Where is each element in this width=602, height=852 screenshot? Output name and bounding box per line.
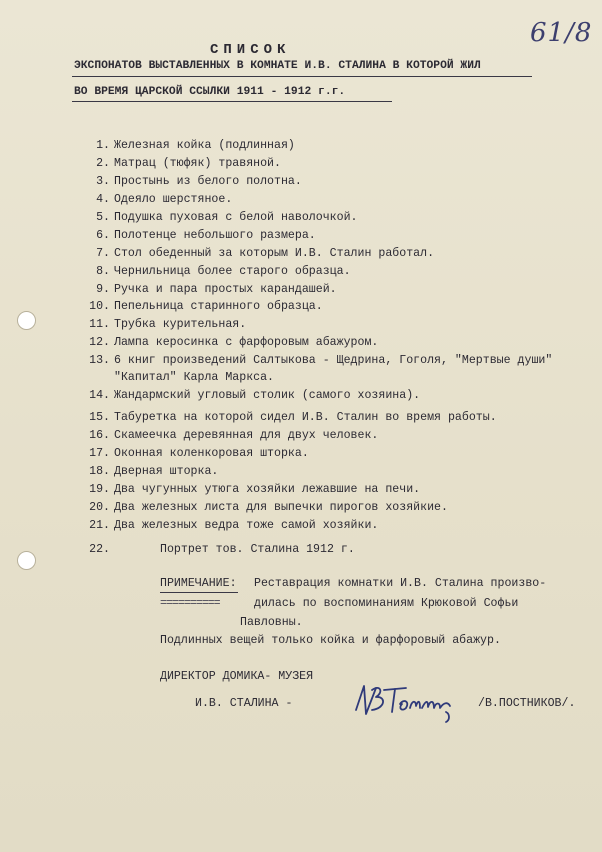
item-continuation: "Капитал" Карла Маркса. — [114, 371, 275, 384]
item-text: Пепельница старинного образца. — [114, 300, 323, 313]
item-text: Табуретка на которой сидел И.В. Сталин во время работы. — [114, 411, 497, 424]
item-number: 21. — [89, 519, 110, 532]
item-number: 8. — [96, 265, 110, 278]
note-line4: Подлинных вещей только койка и фарфоровый абажур. — [160, 634, 501, 647]
list-item-2 — [82, 157, 281, 170]
item-number: 15. — [89, 411, 110, 424]
item-number: 7. — [96, 247, 110, 260]
note-label-underline — [160, 592, 238, 593]
item-number: 17. — [89, 447, 110, 460]
list-item-11 — [82, 318, 246, 331]
punch-hole — [17, 311, 36, 330]
item-number: 3. — [96, 175, 110, 188]
page-number: 61/8 — [530, 18, 593, 48]
item-text: Одеяло шерстяное. — [114, 193, 233, 206]
list-item-1 — [82, 139, 295, 152]
list-item-4 — [82, 193, 232, 206]
item-text: Чернильница более старого образца. — [114, 265, 351, 278]
item-number: 12. — [89, 336, 110, 349]
item-number: 22. — [89, 543, 110, 556]
item-text: Два чугунных утюга хозяйки лежавшие на печи. — [114, 483, 421, 496]
item-text: 6 книг произведений Салтыкова - Щедрина, Гоголя, "Мертвые души" — [114, 354, 553, 367]
item-number: 5. — [96, 211, 110, 224]
item-number: 13. — [89, 354, 110, 367]
item-text: Скамеечка деревянная для двух человек. — [114, 429, 379, 442]
note-line2: дилась по воспоминаниям Крюковой Софьи — [254, 597, 519, 610]
subtitle-underline — [72, 101, 392, 102]
item-number: 1. — [96, 139, 110, 152]
item-text: Ручка и пара простых карандашей. — [114, 283, 337, 296]
item-text: Два железных листа для выпечки пирогов хозяйкие. — [114, 501, 448, 514]
list-item-7 — [82, 247, 434, 260]
document-subtitle-line1: ЭКСПОНАТОВ ВЫСТАВЛЕННЫХ В КОМНАТЕ И.В. СТАЛИНА В КОТОРОЙ ЖИЛ — [74, 60, 481, 72]
list-item-15 — [82, 411, 497, 424]
item-text: Матрац (тюфяк) травяной. — [114, 157, 281, 170]
item-text: Жандармский угловый столик (самого хозяина). — [114, 389, 421, 402]
note-line3: Павловны. — [240, 616, 303, 629]
item-number: 20. — [89, 501, 110, 514]
item-number: 18. — [89, 465, 110, 478]
list-item-22 — [82, 543, 114, 556]
item-text: Полотенце небольшого размера. — [114, 229, 316, 242]
item-number: 16. — [89, 429, 110, 442]
list-item-18 — [82, 465, 218, 478]
list-item-14 — [82, 389, 420, 402]
handwritten-signature — [350, 680, 462, 724]
item-text: Лампа керосинка с фарфоровым абажуром. — [114, 336, 379, 349]
note-line1: Реставрация комнатки И.В. Сталина произво- — [254, 577, 547, 590]
item-number: 14. — [89, 389, 110, 402]
list-item-13 — [82, 354, 552, 367]
punch-hole — [17, 551, 36, 570]
item-text: Оконная коленкоровая шторка. — [114, 447, 309, 460]
item-number: 9. — [96, 283, 110, 296]
item-number: 11. — [89, 318, 110, 331]
list-item-6 — [82, 229, 316, 242]
item-text: Простынь из белого полотна. — [114, 175, 302, 188]
item-text: Трубка курительная. — [114, 318, 247, 331]
list-item-12 — [82, 336, 378, 349]
document-title: СПИСОК — [210, 42, 291, 58]
item-text: Стол обеденный за которым И.В. Сталин работал. — [114, 247, 435, 260]
list-item-21 — [82, 519, 378, 532]
subtitle-underline — [72, 76, 532, 77]
item-number: 10. — [89, 300, 110, 313]
director-name: /В.ПОСТНИКОВ/. — [478, 697, 576, 710]
item-number: 6. — [96, 229, 110, 242]
list-item-5 — [82, 211, 358, 224]
note-dash-fill: ========== — [160, 597, 220, 610]
director-title-line2: И.В. СТАЛИНА - — [195, 697, 293, 710]
list-item-17 — [82, 447, 309, 460]
item-number: 19. — [89, 483, 110, 496]
list-item-20 — [82, 501, 448, 514]
note-label: ПРИМЕЧАНИЕ: — [160, 577, 237, 590]
list-item-9 — [82, 283, 337, 296]
item-text: Дверная шторка. — [114, 465, 219, 478]
list-item-8 — [82, 265, 351, 278]
list-item-10 — [82, 300, 323, 313]
list-item-19 — [82, 483, 420, 496]
item-number: 2. — [96, 157, 110, 170]
director-title: ДИРЕКТОР ДОМИКА- МУЗЕЯ — [160, 670, 314, 683]
item-text: Подушка пуховая с белой наволочкой. — [114, 211, 358, 224]
list-item-3 — [82, 175, 302, 188]
document-subtitle-line2: ВО ВРЕМЯ ЦАРСКОЙ ССЫЛКИ 1911 - 1912 г.г. — [74, 86, 346, 98]
item-number: 4. — [96, 193, 110, 206]
item-text: Два железных ведра тоже самой хозяйки. — [114, 519, 379, 532]
item-22-text: Портрет тов. Сталина 1912 г. — [160, 543, 355, 556]
list-item-16 — [82, 429, 378, 442]
item-text: Железная койка (подлинная) — [114, 139, 295, 152]
